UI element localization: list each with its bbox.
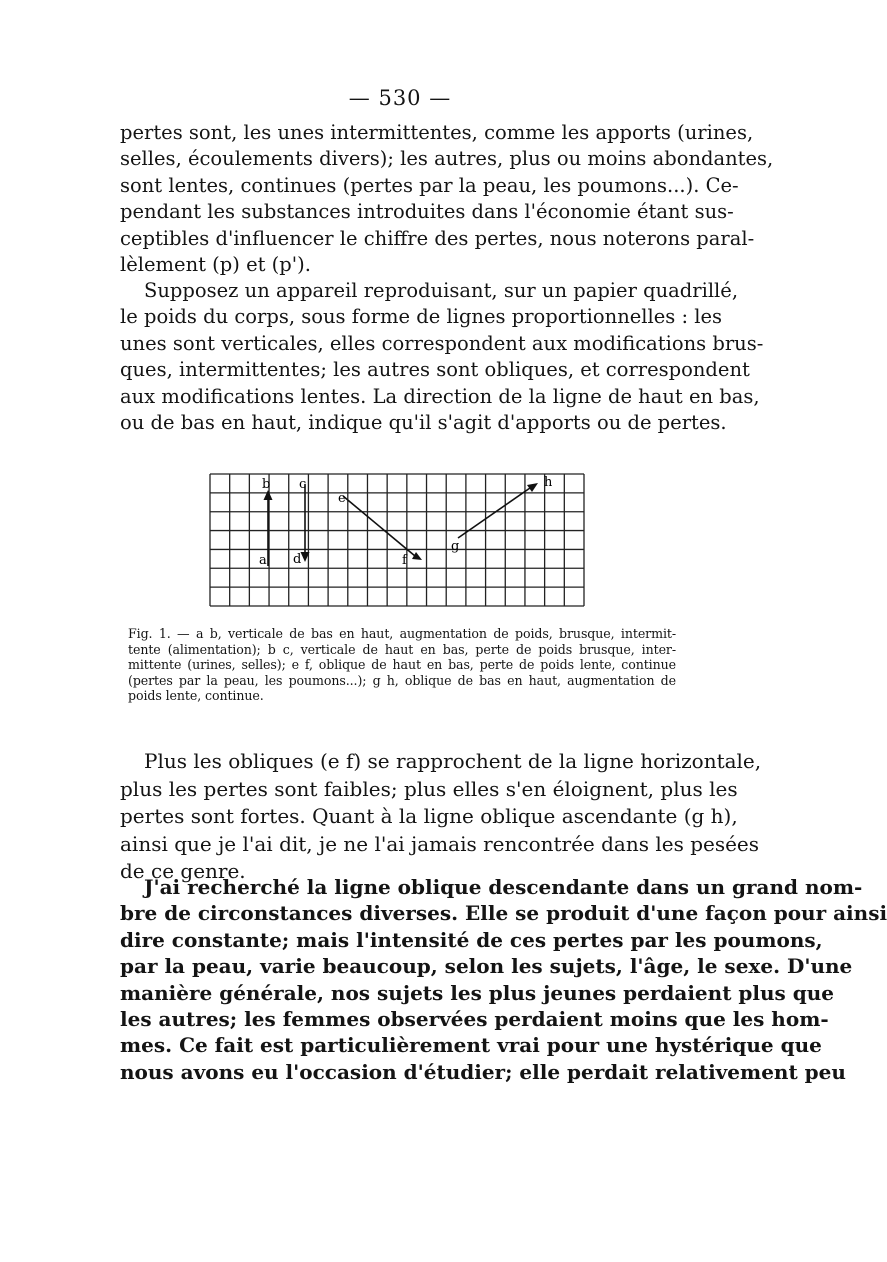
- caption-line: (pertes par la peau, les poumons...); g h, oblique de bas en haut, augmentation de: [128, 672, 676, 688]
- label-b: b: [262, 477, 271, 492]
- text-line: Supposez un appareil reproduisant, sur un papier quadrillé,: [144, 279, 739, 302]
- text-line: ou de bas en haut, indique qu'il s'agit d'apports ou de pertes.: [120, 411, 727, 435]
- caption-line: poids lente, continue.: [128, 688, 264, 704]
- label-a: a: [259, 553, 267, 568]
- text-line: bre de circonstances diverses. Elle se produit d'une façon pour ainsi: [120, 901, 887, 926]
- text-line: manière générale, nos sujets les plus jeunes perdaient plus que: [120, 980, 834, 1005]
- text-line: pertes sont, les unes intermittentes, comme les apports (urines,: [120, 121, 754, 144]
- label-f: f: [402, 553, 407, 568]
- text-line: nous avons eu l'occasion d'étudier; elle perdait relativement peu: [120, 1059, 846, 1084]
- text-line: ceptibles d'influencer le chiffre des pertes, nous noterons paral-: [120, 226, 755, 250]
- arrow-ascending-icon: [527, 483, 538, 492]
- label-c: c: [299, 477, 307, 492]
- text-line: sont lentes, continues (pertes par la peau, les poumons...). Ce-: [120, 173, 739, 197]
- caption-line: tente (alimentation); b c, verticale de haut en bas, perte de poids brusque, inter-: [128, 641, 676, 657]
- label-g: g: [451, 539, 460, 554]
- text-line: plus les pertes sont faibles; plus elles s'en éloignent, plus les: [120, 776, 738, 801]
- label-d: d: [293, 552, 302, 567]
- label-h: h: [544, 475, 553, 490]
- text-line: pendant les substances introduites dans l'économie étant sus-: [120, 200, 734, 224]
- text-line: les autres; les femmes observées perdaient moins que les hom-: [120, 1007, 829, 1032]
- paragraph-3: [120, 748, 762, 886]
- line-e-f: [343, 496, 415, 556]
- text-line: ainsi que je l'ai dit, je ne l'ai jamais rencontrée dans les pesées: [120, 831, 760, 856]
- text-line: mes. Ce fait est particulièrement vrai pour une hystérique que: [120, 1033, 822, 1058]
- text-line: unes sont verticales, elles correspondent aux modifications brus-: [120, 331, 764, 355]
- text-line: aux modifications lentes. La direction de la ligne de haut en bas,: [120, 384, 760, 408]
- paragraph-1: [120, 120, 774, 278]
- text-line: J'ai recherché la ligne oblique descendante dans un grand nom-: [144, 875, 863, 899]
- page-number: — 530 —: [348, 86, 452, 110]
- caption-line: Fig. 1. — a b, verticale de bas en haut, augmentation de poids, brusque, intermit-: [128, 626, 676, 641]
- text-line: ques, intermittentes; les autres sont obliques, et correspondent: [120, 358, 750, 382]
- paragraph-4: [120, 874, 887, 1085]
- paragraph-2: [120, 278, 764, 436]
- label-e: e: [338, 491, 346, 506]
- text-line: par la peau, varie beaucoup, selon les sujets, l'âge, le sexe. D'une: [120, 954, 853, 979]
- caption-line: mittente (urines, selles); e f, oblique de haut en bas, perte de poids lente, continue: [128, 657, 676, 673]
- text-line: dire constante; mais l'intensité de ces pertes par les poumons,: [120, 927, 823, 952]
- figure-1-diagram: [200, 466, 590, 612]
- text-line: le poids du corps, sous forme de lignes proportionnelles : les: [120, 305, 723, 329]
- text-line: Plus les obliques (e f) se rapprochent de la ligne horizontale,: [144, 749, 762, 773]
- text-line: pertes sont fortes. Quant à la ligne oblique ascendante (g h),: [120, 804, 738, 828]
- text-line: lèlement (p) et (p').: [120, 253, 311, 277]
- arrow-descending-icon: [412, 552, 422, 560]
- figure-caption: [128, 626, 676, 704]
- text-line: selles, écoulements divers); les autres, plus ou moins abondantes,: [120, 147, 774, 171]
- text-line: de ce genre.: [120, 859, 246, 883]
